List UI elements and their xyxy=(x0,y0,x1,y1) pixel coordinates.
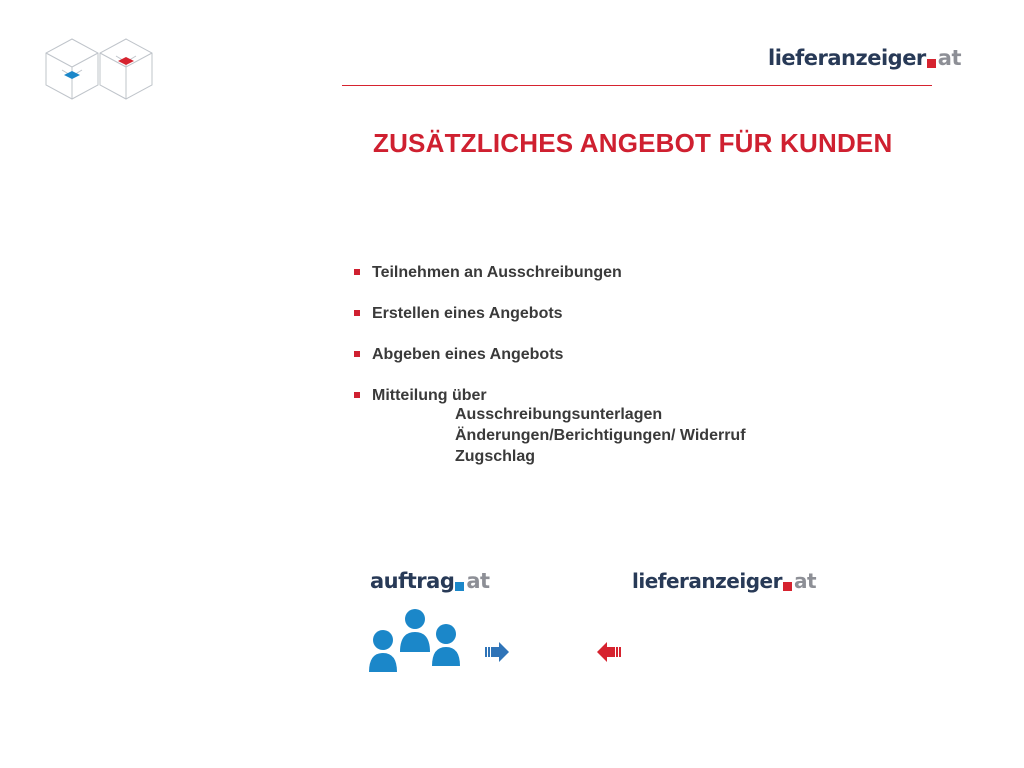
logo-square-mark xyxy=(455,582,464,591)
list-item-text: Teilnehmen an Ausschreibungen xyxy=(372,264,622,281)
bullet-square-icon xyxy=(354,392,360,398)
list-item-text: Mitteilung über xyxy=(372,387,487,404)
logo-name: lieferanzeiger xyxy=(768,46,926,70)
logo-tld: at xyxy=(466,569,490,593)
lieferanzeiger-logo-secondary xyxy=(632,569,816,593)
header-divider xyxy=(342,85,932,86)
logo-tld: at xyxy=(937,46,962,70)
people-group-icon xyxy=(366,606,466,674)
bullet-square-icon xyxy=(354,269,360,275)
sub-list-item: Änderungen/Berichtigungen/ Widerruf xyxy=(455,427,746,444)
arrow-right-icon xyxy=(484,641,510,663)
list-item xyxy=(354,344,622,365)
auftrag-logo xyxy=(370,569,490,593)
notification-sublist xyxy=(455,404,746,467)
lieferanzeiger-logo xyxy=(768,46,961,70)
list-item-text: Erstellen eines Angebots xyxy=(372,305,563,322)
arrow-left-icon xyxy=(596,641,622,663)
logo-name: auftrag xyxy=(370,569,455,593)
sub-list-item: Zugschlag xyxy=(455,448,536,465)
bullet-square-icon xyxy=(354,351,360,357)
list-item xyxy=(354,303,622,324)
list-item xyxy=(354,262,622,283)
feature-list xyxy=(354,262,622,426)
list-item-text: Abgeben eines Angebots xyxy=(372,346,564,363)
cube-outline-icon xyxy=(40,36,160,102)
logo-tld: at xyxy=(793,569,817,593)
bullet-square-icon xyxy=(354,310,360,316)
slide-title: ZUSÄTZLICHES ANGEBOT FÜR KUNDEN xyxy=(373,128,893,158)
logo-square-mark xyxy=(783,582,792,591)
logo-square-mark xyxy=(927,59,936,68)
list-item xyxy=(354,385,622,406)
logo-name: lieferanzeiger xyxy=(632,569,782,593)
sub-list-item: Ausschreibungsunterlagen xyxy=(455,406,663,423)
